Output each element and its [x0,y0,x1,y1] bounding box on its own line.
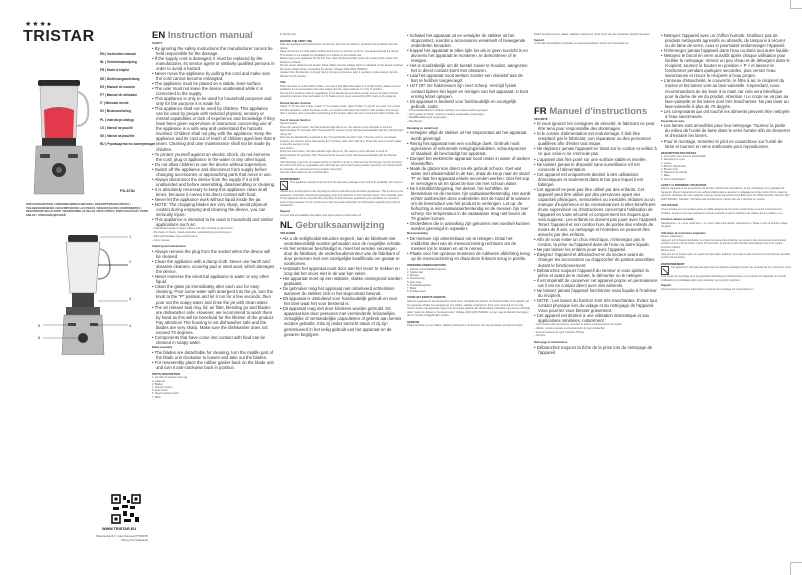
list-item: • Pour le montage, remettez le joint en caoutchouc sur l'unité de lame et tournez en sens antihoraire pour repositionner. [661,139,791,149]
first-use-heading: BEFORE THE FIRST USE [280,39,313,43]
parts-list [407,268,531,294]
cover-panel [0,0,156,575]
list-item: – Fermes. [534,334,658,338]
list-item: • Dompel het elektrische apparaat nooit onder in water of andere vloeistoffen. [407,156,531,166]
blade-list [152,350,276,370]
list-item: • Never immerse the electrical appliance in water or any other liquid. [152,274,276,284]
paragraph: Put food (for instance fruits or vegetables) in the blender jar and add a certain amount of water (normal proportion between food and water is 2:3). Make sure to never exceed the MAX mark on the glass jar. [280,91,398,99]
paragraph: Plaats de basis op een vlakke, stabiele ondergrond, uit de buurt van een gootsteen gevuld met water. [407,324,524,328]
list-item: 4. Vacuum button [152,385,173,389]
list-item: – Boerderijen. [407,120,531,124]
paragraph: Take the appliance and accessories out the box. Remove the stickers, protective foil or plastic from the device. [280,43,398,50]
recycle-bin-icon [280,181,288,190]
paragraph: Cet appareil ne doit pas être jeté avec les déchets ménagers à la fin de sa durée de vie, il doit être remis à un centre de recyclage pour les appareils électriques et électroniques. Ce symbole sur l'appareil, le manuel d'utilisation et l'emballage attire votre attention sur ce point important. [661,266,791,282]
crop-mark [790,562,802,575]
en-continued-column [280,33,404,337]
list-item: • Koppel het apparaat te allen tijde los als er geen toezicht is en alvorens het apparaat te monteren, te demonteren of te reinigen. [407,48,531,63]
list-item: 5. Auto-knop [407,280,422,284]
list-item: • Si vous ignorez les consignes de sécurité, le fabricant ne peut être tenu pour responsable des dommages. [534,121,658,131]
list-item: • Cet appareil est uniquement destiné à des utilisations domestiques et seulement dans le but pour lequel il est fabriqué. [534,172,658,187]
list-item: • Switch off the appliance and disconnect from supply before changing accessories or approaching parts that move in use. [152,167,276,177]
brand-logo: TRISTAR [23,28,95,45]
applications-list [534,323,658,338]
list-item: 1. Couvercle avec anneau d'étanchéité [661,155,706,159]
applications-list [407,109,531,124]
list-item: – Bed&Breakfast-type omgevingen. [407,116,531,120]
section-title-fr: FR Manuel d'instructions [534,105,648,117]
paragraph: Now use the blender like explained in the "normal blender function" part. If the top cover is not closed properly, the vacuum pump will operate for 2 minutes, after that it will stop. Press the vacuum button again to stop the vacuum pump. [280,136,402,147]
list-item: • The user must not leave the device unattended while it is connected to the supply. [152,86,276,96]
language-item: ES | Manual de usuario [100,84,135,89]
list-item: – By clients in hotels, motels and other residential type environments. [152,231,276,235]
vacuum-heading: Use of vacuum function [280,118,311,122]
list-item: • Débranchez toujours l'appareil du secteur si vous quittez la pièce et avant de le monter, le démonter ou le nettoyer. [534,268,658,278]
section-title-nl: NL Gebruiksaanwijzing [280,220,385,232]
blade-list [407,236,531,261]
paragraph: Put the power cable into the socket. (Note: Make sure the voltage which is indicated on the device matches the local voltage before connecting the device. Voltage 220V-240V 50/60Hz) [280,64,403,71]
list-item: • Ne pas laisser les enfants jouer avec l'appareil. [534,247,658,252]
list-item: • Verwijder altijd de stekker uit het stopcontact als het apparaat wordt gereinigd. [407,130,531,140]
parts-heading: DESCRIPTION DES PIÈCES [661,151,697,155]
paragraph: Caution! Run the blender no longer than 2 minutes continuous, after 2 operation cycles always rest the blender for 10 minutes. [280,71,398,78]
list-item: • Si le cordon d'alimentation est endommagé, il doit être remplacé par le fabricant, son réparateur ou des personnes qualifiées afin d'éviter tout risque. [534,131,658,146]
first-use-heading: VOOR HET EERSTE GEBRUIK [407,296,446,300]
diagram-label-3: 3 [129,296,132,301]
list-item: 7. Base [661,174,670,178]
list-item: 7. Base [152,395,161,399]
list-item: • This appliance shall not be used by children. This appliance can be used by people with reduced physical, sensory or mental capabilities or lack of experience and knowledge if they have been given supervision or instruction concerning use of the appliance in a safe way and understand the hazards involved. Children shall not play with the appliance. Keep the appliance and its cord out of reach of children aged less than 8 years. Cleaning and user maintenance shall not be made by children. [152,106,276,151]
safety-list [152,46,276,228]
list-item: • The air release seal ring, lid, air filter, blending jar and blades are dishwasher safe. However, we recommend to wash them by hand as this will be beneficial for the lifetime of the product. Pay attention! The housing is not dishwasher safe and the blades are very sharp. Make sure the dishwasher does not exceed 70 degrees. [152,305,276,335]
recycle-bin-icon [661,266,669,275]
list-item: 3. Blades [152,382,163,386]
safety-list [280,236,404,337]
list-item: • Dit apparaat is bedoeld voor huishoudelijk en soortgelijk gebruik, zoals: [407,99,531,109]
use-heading: UTILISATION [661,204,678,208]
diagram-label-5: 5 [38,323,41,328]
list-item: 6. Speed selector knob [152,392,179,396]
cleaning-list [661,33,791,119]
vacuum-heading: Utilisation de la fonction aspiration [661,231,706,235]
list-item: • De gebruiker mag het apparaat niet onbeheerd achterlaten wanneer de stekker zich in het stopcontact bevindt. [280,286,404,296]
language-item: EN | Instruction manual [100,52,136,56]
list-item: • Clean the glass jar immediately after each use for easy cleaning. Pour some water with detergent into the jar, turn the knob to the "P" position and let it run for a few seconds, then pour out the soapy water and rinse the jar with clean water. [152,284,276,304]
safety-heading: SAFETY [152,42,163,45]
friendly-feet: 6. friendly feet [280,33,297,36]
paragraph: For soft foods such as vegetables and soft fruits we recommend using a lower speed (1). For harder foods, for example, we recommend using a higher speed (2). [280,164,403,171]
list-item: • The appliance must be placed on a stable, level surface. [152,81,276,86]
paragraph: Before using your appliance for the first time, wipe off all removable parts with a damp cloth. Never use abrasive products. [280,57,398,64]
list-item: • NOTE : Les lames du hachoir sont très tranchantes. Évitez tout contact physique lors du vidage et du nettoyage de l'appareil. Vous pourriez vous blesser gravement. [534,298,658,313]
list-item: • Ne laissez jamais l'appareil fonctionner sans liquide à l'intérieur du récipient. [534,288,658,298]
list-item: • De luchtafdichtingsring, het deksel, het luchtfilter, de blenderkan en de messen zijn vaatwasserbestendig. Het wordt echter aanbevolen deze onderdelen met de hand af te wassen om de levensduur van het product te verlengen. Let op: de behuizing is niet vaatwasserbestendig en de messen zijn zeer scherp. De temperatuur in de vaatwasser mag niet boven de 70 graden komen. [407,186,531,221]
list-item: • Les composants qui ont touché les aliments peuvent être nettoyés à l'eau savonneuse. [661,109,791,119]
paragraph: Place the base on a flat stable surface, not near a sink filled with water or a similar setting. Make sure the appliance is not connected to the main supply and the speed selector is in the '0' position. [280,84,401,92]
language-item: RU | Руководство по эксплуатации [100,142,156,147]
list-item: • L'anneau d'étanchéité, le couvercle, le filtre à air, le récipient du mixeur et les lames vont au lave-vaisselle. Cependant, nous recommandons de les laver à la main car cela sera bénéfique pour la durée de vie du produit. Attention ! Le corps ne va pas au lave-vaisselle et les lames sont très tranchantes. Ne pas laver au lave-vaisselle à plus de 70 degrés. [661,78,791,108]
list-item: • The blades are detachable for cleaning, turn the middle part of the blade unit clockwise to loosen and take out the blades. [152,350,276,360]
list-item: • Maak de glazen kan direct na elk gebruik schoon. Giet wat water met afwasmiddel in de kan, draai de knop naar de stand 'P' en laat het apparaat enkele seconden werken. Giet het sop er vervolgens uit en spoel de kan om met schoon water. [407,166,531,186]
paragraph: Press the vacuum button, the blue indicator light will go on, the vacuum pump will start to work for approximately 15 seconds. After 15 seconds the vacuum pump will stop automatically and the indicator light will go off. [280,125,404,136]
normal-function-heading: Fonction mixeur normale [661,218,694,222]
blade-heading: Mesverzameling [407,232,428,236]
list-item: 2. Glazen kan [407,271,424,275]
list-item: – Farm houses. [152,239,276,243]
list-item: • Nettoyez le bocal en verre aussitôt après chaque utilisation pour faciliter le nettoyage. Versez un peu d'eau et de détergent dans le récipient, tournez le bouton en position « P » et laissez-le fonctionner pendant quelques secondes, puis versez l'eau savonneuse et rincez le récipient à l'eau propre. [661,53,791,78]
list-item: 2. Glass jar [152,379,166,383]
list-item: – Bed and breakfast type environments. [152,235,276,239]
crop-mark [790,0,802,9]
list-item: • Éteignez l'appareil et débranchez-le du secteur avant de changer les accessoires ou d'approcher de parties amovibles durant le fonctionnement. [534,252,658,267]
list-item: • It is absolutely necessary to keep this appliance clean at all times, because it comes into direct contact with food. [152,187,276,197]
paragraph: Press the auto button, the blue indicator light will go on, the vacuum pump will start to work for approximately 15 seconds. After 15 seconds the vacuum pump will stop automatically and the blender starts. [280,150,397,161]
diagram-label-4: 4 [129,323,132,328]
parts-diagram [28,225,148,355]
fr-column [534,33,658,355]
list-item: • Cet appareil ne peut pas être utilisé par des enfants. Cet appareil peut être utilisé par des personnes ayant des capacités physiques, sensorielles ou mentales réduites ou un manque d'expérience et de connaissances si elles bénéficient d'une supervision ou d'instructions concernant l'utilisation de l'appareil en toute sécurité et comprennent les risques que cela suppose. Les enfants ne doivent pas jouer avec l'appareil. Tenez l'appareil et son cordon hors de portée des enfants de moins de 8 ans. Le nettoyage et l'entretien ne peuvent être assurés par des enfants. [534,187,658,237]
list-item: • L'appareil doit être posé sur une surface stable et nivelée. [534,157,658,162]
cleaning-heading: Reiniging en onderhoud [407,126,438,130]
list-item: 4. Vacuümknop [407,277,425,281]
list-item: • Les lames sont amovibles pour leur nettoyage. Tournez la partie du milieu de l'unité de lame dans le sens horaire afin de desserrer et d'extraire les lames. [661,123,791,138]
cleaning-heading: Cleaning and maintenance [152,245,187,249]
blade-list [661,123,791,148]
parts-list [152,376,276,398]
safety-list [407,33,531,109]
blender-product-image [28,60,100,200]
language-item: SV | Bruksanvisning [100,109,131,114]
cleaning-list [534,345,658,355]
paragraph: You can find all available information and spare parts at www.tristar.eu! [280,213,362,217]
list-item: – Hôtels, motels et autres environnements de type résidentiel. [534,327,658,331]
paragraph: Haal het apparaat en de accessoires uit de doos. Verwijder de stickers, de beschermfolie of het plastic van het apparaat. Plaats het apparaat op een vlakke, stabiele ondergrond. Zorg voor minimaal 10 cm vrije ruimte rondom het apparaat. Veeg voor het eerste gebruik alle afneembare onderdelen af met een vochtige doek. Steek de stekker in het stopcontact. Voltage 220V-240V 50/60Hz. Let op: laat de blender niet langer dan 2 minuten onafgebroken werken. [407,300,530,318]
language-item: IT | Manuale utente [100,101,129,106]
blade-heading: Blade assembly [152,345,173,349]
paragraph: Use the pulse switch for ice crush function. [280,171,330,175]
language-item: SK | Návod na použitie [100,134,135,139]
list-item: • Dit apparaat mag niet door kinderen worden gebruikt. Dit apparaat kan door personen met verminderde lichamelijke, zintuiglijke of verstandelijke capaciteiten of gebrek aan kennis worden gebruikt, mits zij onder toezicht staan of zij zijn geïnstrueerd in het veilig gebruik van het apparaat en de gevaren begrijpen. [280,306,404,336]
normal-function-heading: Normal blender function [280,101,312,105]
paragraph: Vous trouverez toutes les informations et pièces de rechange sur www.tristar.eu ! [661,287,754,291]
list-item: • Het is noodzakelijk om dit toestel zuiver te houden, aangezien het in direct contact komt met etswaren. [407,63,531,73]
list-item: 5. Auto button [152,389,169,393]
list-item: 5. Bouton Auto [661,168,679,172]
paragraph: Posez la base sur une surface plane et stable éloignée de tout évier rempli d'eau ou autre environnement similaire. Assurez-vous que l'appareil n'est pas branché et que le sélecteur de vitesse est en position « 0 ». [661,208,784,215]
list-item: • Als u de veiligheidsinstructies negeert, kan de fabrikant niet verantwoordelijk worden gehouden voor de mogelijke schade. [280,236,404,246]
list-item: • By ignoring the safety instructions the manufacturer cannot be held responsible for the damage. [152,46,276,56]
paragraph: Appuyez sur le bouton auto, le voyant lumineux bleu s'allume, la pompe à vide commence à fonctionner pendant environ 15 secondes. [661,252,791,260]
list-item: • LET OP: De hakmessen zijn zeer scherp. Vermijd fysiek contact tijdens het legen en reinigen van het apparaat. U kunt ernstig letsel oplopen. [407,83,531,98]
blade-heading: Ensemble de lame [661,119,685,123]
list-item: • Cet appareil est destiné à une utilisation domestique et aux applications similaires, notamment : [534,313,658,323]
language-item: PT | Manual de utilizador [100,93,138,98]
list-item: 6. Snelheidsregelaar [407,283,431,287]
list-item: • N'immergez jamais l'appareil dans l'eau ou dans tout autre liquide. [661,48,791,53]
paragraph: Place the device on a flat stable surface and ensure a minimum of 10 cm. free space around the device. This device is not suitable for installation in a cabinet or for outside use. [280,50,400,57]
diagram-label-1: 1 [129,234,132,239]
list-item: • This appliance is intended to be used in household and similar applications such as: [152,217,276,227]
list-item: • Never move the appliance by pulling the cord and make sure the cord cannot become entangled. [152,71,276,81]
list-item: • Never let the appliance work without liquid inside the jar. [152,197,276,202]
section-title-en: EN Instruction manual [152,30,253,41]
language-item: PL | Instrukcja obsługi [100,117,134,122]
fr-continued-column [661,33,791,291]
list-item: • Always remove the plug from the socket when the device will be cleaned. [152,249,276,259]
list-item: • Afin de vous éviter un choc électrique, n'immergez pas le cordon, la prise ou l'appareil dans de l'eau ou autre liquide. [534,237,658,247]
list-item: 7. Basis [407,287,417,291]
qr-code [111,494,141,524]
language-item: DE | Bedienungsanleitung [100,76,140,81]
paragraph: Plaats de basis op een vlakke, stabiele ondergrond, uit de buurt van een gootsteen gevuld met water. [534,33,651,36]
paragraph: This appliance should not be put into the domestic garbage at the end of its durability, but must be offered at a central point for the recycling of electric and electronic domestic appliances. This symbol on the appliance, instruction manual and packaging puts your attention to this important issue. The materials used in this appliance can be recycled. By recycling of used domestic appliances you contribute an important push to the protection of our environment. Ask your local authorities for information regarding the point of recollection. [280,181,404,208]
parts-heading: ONDERDELENBESCHRIJVING [407,264,446,268]
first-use-heading: AVANT LA PREMIÈRE UTILISATION [661,183,707,187]
parts-heading: PARTS DESCRIPTION [152,372,181,376]
list-item: • Als het netsnoer beschadigd is, moet het worden vervangen door de fabrikant, de onderhoudsmonteur van de fabrikant of door personen met een soortgelijke kwalificatie om gevaar te voorkomen. [280,246,404,266]
list-item: • Laat het apparaat nooit werken zonder een vloeistof aan de kan te hebben toegevoegd. [407,73,531,83]
language-item: CS | Návod na použití [100,125,133,130]
list-item: • Ne laissez jamais le dispositif sans surveillance s'il est connecté à l'alimentation. [534,162,658,172]
en-column [152,30,276,399]
list-item: • If the supply cord is damaged, it must be replaced by the manufacturer, its service agent or similarly qualified persons in order to avoid a hazard. [152,56,276,71]
list-item: • Onderdelen die in aanraking zijn gekomen met voedsel kunnen worden gereinigd in sopwater. [407,221,531,231]
list-item: – Environnements de type chambre d'hôtes. [534,331,658,335]
language-item: FR | Mode d'emploi [100,68,130,73]
support-heading: Support [534,38,545,42]
safety-heading: VEILIGHEID [280,232,296,236]
list-item: • For reassembly place the rubber gasket back on the blade unit and turn it anti-clockwise back in position. [152,360,276,370]
list-item: – Coin cuisine des commerces, bureaux et autres environnements de travail. [534,323,658,327]
environment-heading: ENVIRONNEMENT [661,262,685,266]
list-item: • Débranchez toujours la fiche de la prise lors du nettoyage de l'appareil. [534,345,658,355]
list-item: 2. Récipient en verre [661,158,685,162]
support-heading: Support [661,284,672,288]
list-item: – Staff kitchen areas in shops, offices and other working environments. [152,227,276,231]
applications-list [152,227,276,242]
list-item: • This appliance is only to be used for household purposes and only for the purpose it is made for. [152,96,276,106]
list-item: – Door gasten in hotels, motels en andere residentiële omgevingen. [407,113,531,117]
list-item: • Verplaats het apparaat nooit door aan het snoer te trekken en zorg dat het snoer niet in de war kan raken. [280,266,404,276]
list-item: • Always disconnect the device from the supply if it is left unattended and before assembling, disassembling or cleaning. [152,177,276,187]
environment-heading: ENVIRONMENT [280,177,300,181]
safety-list [534,121,658,323]
support-heading: Support [280,209,291,213]
list-item: 3. Messen [407,274,419,278]
list-item: • Plaats voor het opnieuw monteren de rubberen afdichting terug op de mesvoorziening en draai deze linksom terug in positie. [407,251,531,261]
list-item: • Nettoyez l'appareil avec un chiffon humide. N'utilisez pas de produits nettoyants agressifs ou abrasifs, de tampons à récurer ou de laine de verre, ceux-ci pourraient endommager l'appareil. [661,33,791,48]
nl-continued-column [407,33,531,328]
paragraph: Sélectionnez « 1 » pour mode lent, « 2 » pour mode plus rapide, sélectionnez « Pulse » pour la fonction pilage de glace. [661,221,788,229]
subheading: Vacuum button [280,122,298,126]
parts-list [661,155,791,181]
brand-stars: ★★★● [25,21,53,28]
language-item: NL | Gebruiksaanwijzing [100,60,137,65]
company-address: Tristar Europe B.V. | Jules Verneweg 87 5015 BH Tilburg | The Netherlands [95,535,148,542]
list-item: • Ne déplacez jamais l'appareil en tirant sur le cordon et veillez à ce que celui-ci ne s'enroule pas. [534,146,658,156]
list-item: 8. Socle antidérapant [661,177,686,181]
subheading: Bouton d'aspiration [661,235,684,239]
list-item: 1. Lid with air-release seal ring [152,376,188,380]
list-item: • Clean the appliance with a damp cloth. Never use harsh and abrasive cleaners, scouring pad or steel wool, which damages the device. [152,259,276,274]
safety-heading: SÉCURITÉ [534,117,548,121]
parts-description-heading: PARTS DESCRIPTION / ONDERDELENBESCHRIJVING / DESCRIPTION DES PIÈCES / TEILEBESCHREIBUNG / DESCRIPCIÓN DE LAS PIEZAS / DESCRIÇÃO DOS COMPONENTES / DESCRIZIONE DELLE PARTI / BESKRIVNING AV DELAR / OPIS CZĘŚCI / POPIS SOUČÁSTÍ / POPIS DIELOV / ОПИСАНИЕ ДЕТАЛЕЙ [26,203,149,218]
list-item: 6. Sélecteur de vitesse [661,171,688,175]
list-item: • De messen zijn uitneembaar om te reinigen. Draai het middelste deel van de mesvoorziening rechtsom om de messen los te maken en uit te nemen. [407,236,531,251]
paragraph: U kunt alle beschikbare informatie en reserveonderdelen vinden op www.tristar.eu! [534,42,629,46]
list-item: 4. Bouton d'aspiration [661,164,687,168]
paragraph: After blending, press the air release button on the lid to let air in. Remove the lid and pour out the contents. [280,160,403,164]
paragraph: Appuyez sur le bouton aspiration, le voyant lumineux bleu s'allume, la pompe à vide commence à fonctionner pendant environ 15 secondes. Après 15 secondes, la pompe à vide s'arrête automatiquement et le voyant lumineux s'éteint. [661,238,787,249]
subheading: Bouton Auto [661,249,676,253]
list-item: 8. Antislipvoeten [407,290,426,294]
cleaning-heading: Nettoyage et maintenance [534,341,568,345]
model-number: PD-8782 [120,189,135,193]
list-item: • NOTE: The chopping blades are very sharp, avoid physical contact during emptying and cleaning the device, you can seriously injure. [152,202,276,217]
use-heading: GEBRUIK [407,320,420,324]
list-item: • Het apparaat moet op een stabiele, vlakke ondergrond worden geplaatst. [280,276,404,286]
cleaning-list [152,249,276,345]
list-item: • Reinig het apparaat met een vochtige doek. Gebruik nooit agressieve of schurende reinigingsmiddelen, schuursponzen of staalwol; dit beschadigt het apparaat. [407,141,531,156]
list-item: 3. Lames [661,161,672,165]
cleaning-list [407,130,531,231]
list-item: • To protect yourself against an electric shock, do not immerse the cord, plug or appliance in the water or any other liquid. [152,152,276,162]
language-list [100,50,156,148]
use-heading: USE [280,81,286,85]
list-item: 1. Deksel met luchtafdichtingsring [407,267,446,271]
website-link[interactable]: WWW.TRISTAR.EU [102,527,137,531]
list-item: • Do not allow children to use the device without supervision. [152,162,276,167]
paragraph: Select "1" for the slow modes, select "2" for a faster mode, select "Pulse" to use for ice crush. For a short and fast operation, select the Pulse mode, you need to hold down the switch in this position. Run longer than 2 minutes, due to possible overheating of the engine. Allow the unit to cool down before further use. [280,105,401,116]
list-item: – Personeelskeukens in winkels, kantoren en andere werkomgevingen. [407,109,531,113]
list-item: • Dit apparaat is uitsluitend voor huishoudelijk gebruik en voor het doel waar het voor bestemd is. [280,296,404,306]
list-item: • Components that have come into contact with food can be cleaned in soapy water. [152,335,276,345]
list-item: • Il est impératif de conserver cet appareil propre en permanence car il est en contact direct avec des aliments. [534,278,658,288]
diagram-label-2: 2 [129,259,132,264]
subheading: Auto button [280,146,294,150]
list-item: • Schakel het apparaat uit en verwijder de stekker uit het stopcontact, voordat u accessoires verwisselt of bewegende onderdelen benadert. [407,33,531,48]
paragraph: Retirez l'appareil et les accessoires de la boîte. Retirez les autocollants, la film protecteur ou le plastique de l'appareil. Placez l'appareil sur une surface stable plate et assurez un dégagement d'au moins 10 cm. Avant la première utilisation de votre appareil, essuyez toutes les pièces amovibles avec un chiffon humide. Tension 220-240V 50/60Hz. Attention ! Ne faites pas fonctionner le mixeur plus de 2 minutes en continu. [661,187,790,201]
diagram-label-6: 6 [38,335,41,340]
